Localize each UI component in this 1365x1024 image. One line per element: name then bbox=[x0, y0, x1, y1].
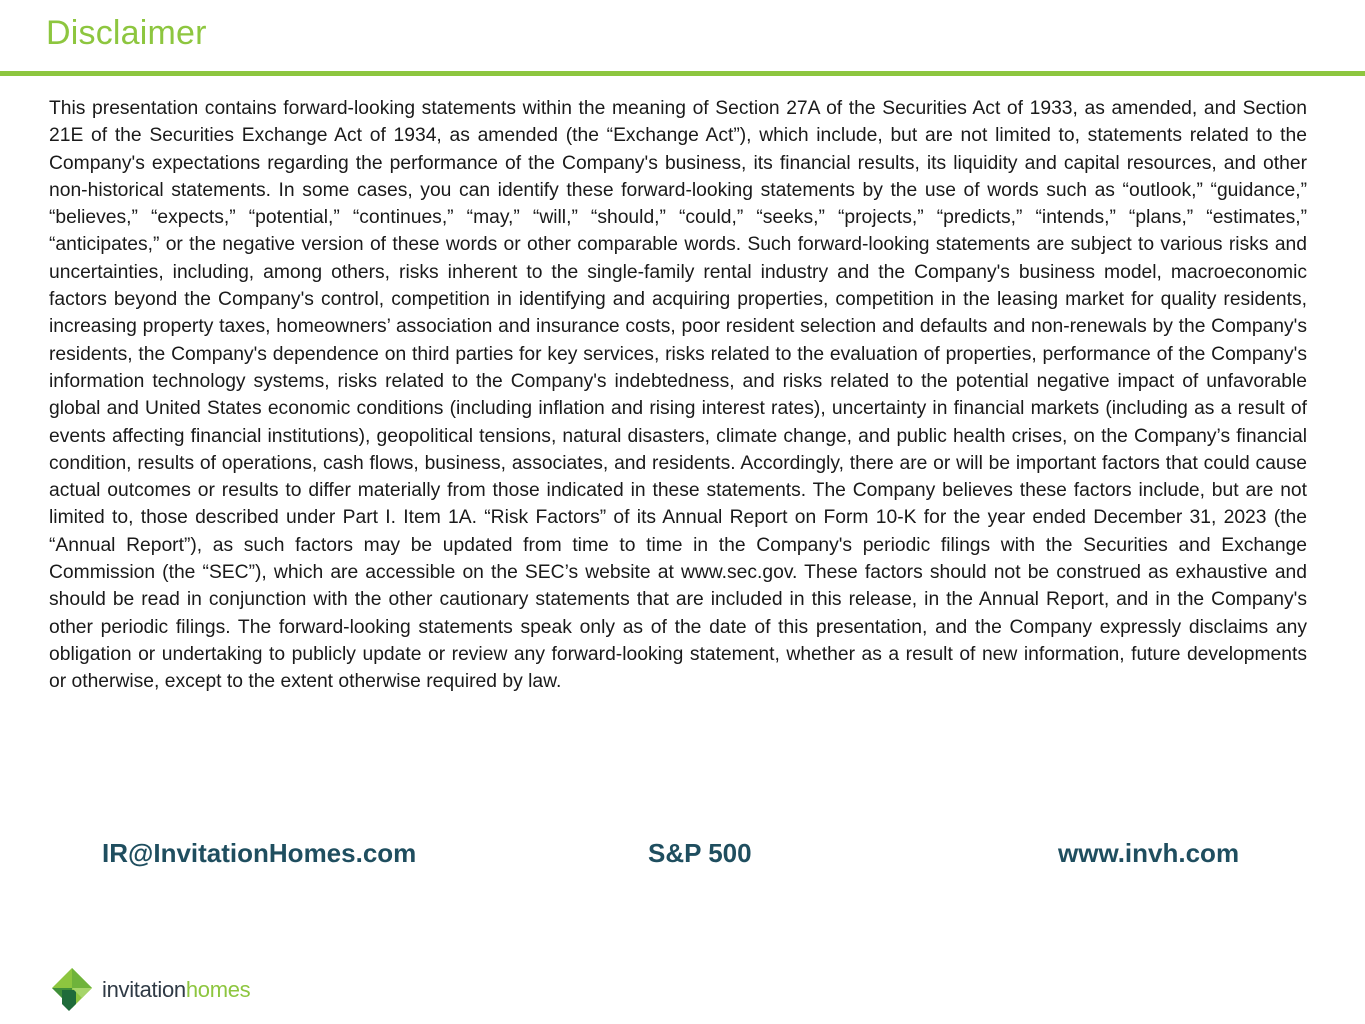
website-link[interactable]: www.invh.com bbox=[1058, 838, 1240, 868]
company-logo bbox=[52, 968, 250, 1012]
page-title: Disclaimer bbox=[46, 14, 207, 52]
logo-word-homes: homes bbox=[185, 977, 251, 1002]
logo-word-invitation: invitation bbox=[102, 977, 186, 1002]
logo-wordmark bbox=[102, 977, 250, 1003]
invitation-homes-diamond-icon bbox=[52, 968, 92, 1012]
title-divider bbox=[0, 71, 1365, 76]
ir-email-link[interactable]: IR@InvitationHomes.com bbox=[102, 838, 417, 868]
disclaimer-paragraph: This presentation contains forward-looking statements within the meaning of Section 27A of the Securities Act of 1933, as amended, and Section 21E of the Securities Exchange Act of 1934, as amended (the “Exchange Act”), which include, but are not limited to, statements related to the Company's expectations regarding the performance of the Company's business, its financial results, its liquidity and capital resources, and other non-historical statements. In some cases, you can identify these forward-looking statements by the use of words such as “outlook,” “guidance,” “believes,” “expects,” “potential,” “continues,” “may,” “will,” “should,” “could,” “seeks,” “projects,” “predicts,” “intends,” “plans,” “estimates,” “anticipates,” or the negative version of these words or other comparable words. Such forward-looking statements are subject to various risks and uncertainties, including, among others, risks inherent to the single-family rental industry and the Company's business model, macroeconomic factors beyond the Company's control, competition in identifying and acquiring properties, competition in the leasing market for quality residents, increasing property taxes, homeowners’ association and insurance costs, poor resident selection and defaults and non-renewals by the Company's residents, the Company's dependence on third parties for key services, risks related to the evaluation of properties, performance of the Company's information technology systems, risks related to the Company's indebtedness, and risks related to the potential negative impact of unfavorable global and United States economic conditions (including inflation and rising interest rates), uncertainty in financial markets (including as a result of events affecting financial institutions), geopolitical tensions, natural disasters, climate change, and public health crises, on the Company’s financial condition, results of operations, cash flows, business, associates, and residents. Accordingly, there are or will be important factors that could cause actual outcomes or results to differ materially from those indicated in these statements. The Company believes these factors include, but are not limited to, those described under Part I. Item 1A. “Risk Factors” of its Annual Report on Form 10-K for the year ended December 31, 2023 (the “Annual Report”), as such factors may be updated from time to time in the Company's periodic filings with the Securities and Exchange Commission (the “SEC”), which are accessible on the SEC’s website at www.sec.gov. These factors should not be construed as exhaustive and should be read in conjunction with the other cautionary statements that are included in this release, in the Annual Report, and in the Company's other periodic filings. The forward-looking statements speak only as of the date of this presentation, and the Company expressly disclaims any obligation or undertaking to publicly update or review any forward-looking statement, whether as a result of new information, future developments or otherwise, except to the extent otherwise required by law. bbox=[49, 98, 1307, 693]
sp500-label: S&P 500 bbox=[648, 838, 752, 868]
